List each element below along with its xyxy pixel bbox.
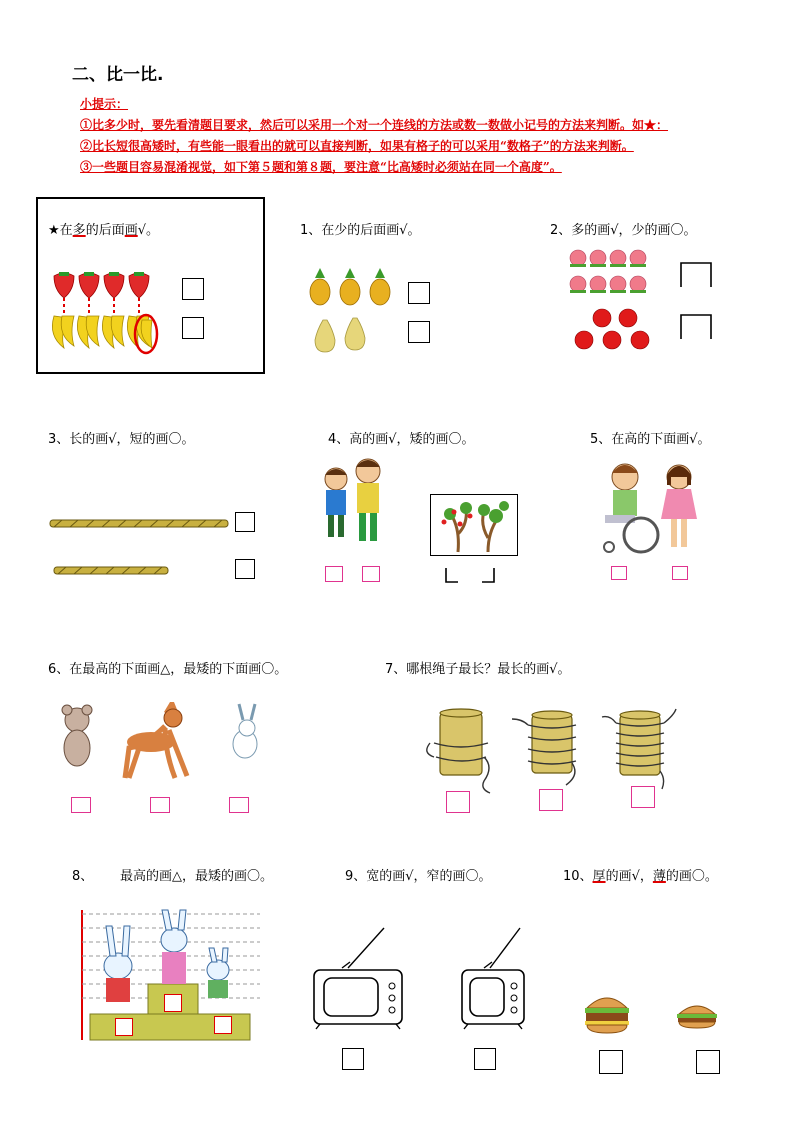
- q8-answer-box-3[interactable]: [214, 1016, 232, 1034]
- example-answer-box-1[interactable]: [182, 278, 204, 300]
- q7-rope-cans-illustration: [420, 705, 680, 795]
- q1-answer-box-1[interactable]: [408, 282, 430, 304]
- q6-answer-box-1[interactable]: [71, 797, 91, 813]
- q8-rabbits-podium-illustration: [80, 910, 262, 1040]
- q8-answer-box-1[interactable]: [115, 1018, 133, 1036]
- q6-bear-deer-rabbit-illustration: [55, 700, 275, 780]
- q2-answer-box-1[interactable]: [680, 262, 712, 288]
- q3-answer-box-1[interactable]: [235, 512, 255, 532]
- q5-answer-box-1[interactable]: [611, 566, 627, 580]
- q9-answer-box-2[interactable]: [474, 1048, 496, 1070]
- q10-answer-box-2[interactable]: [696, 1050, 720, 1074]
- hint-line-2: ②比长短很高矮时，有些能一眼看出的就可以直接判断，如果有格子的可以采用“数格子”的方法来判断。: [80, 139, 634, 153]
- question-6: 6、在最高的下面画△，最矮的下面画〇。: [48, 662, 288, 677]
- question-1: 1、在少的后面画√。: [300, 223, 421, 238]
- q9-tv-wide-illustration: [312, 926, 412, 1030]
- question-10: 10、厚的画√，薄的画〇。: [563, 869, 718, 884]
- question-9: 9、宽的画√，窄的画〇。: [345, 869, 492, 884]
- q3-ropes-illustration: [50, 515, 230, 577]
- q4-answer-box-2[interactable]: [362, 566, 380, 582]
- section-title: 二、比一比.: [72, 65, 164, 85]
- q7-answer-box-1[interactable]: [446, 791, 470, 813]
- example-answer-box-2[interactable]: [182, 317, 204, 339]
- q7-answer-box-2[interactable]: [539, 789, 563, 811]
- q1-pineapple-pear-illustration: [305, 268, 405, 358]
- q3-answer-box-2[interactable]: [235, 559, 255, 579]
- q2-answer-box-2[interactable]: [680, 314, 712, 340]
- q10-burgers-illustration: [583, 990, 733, 1040]
- q4-tree-illustration: [430, 494, 518, 556]
- q8-answer-box-2[interactable]: [164, 994, 182, 1012]
- q5-answer-box-2[interactable]: [672, 566, 688, 580]
- q1-answer-box-2[interactable]: [408, 321, 430, 343]
- hint-label: 小提示：: [80, 97, 129, 111]
- hint-line-3: ③一些题目容易混淆视觉，如下第５题和第８题，要注意“比高矮时必须站在同一个高度”。: [80, 160, 562, 174]
- question-7: 7、哪根绳子最长？最长的画√。: [385, 662, 571, 677]
- q9-tv-narrow-illustration: [460, 926, 530, 1030]
- example-strawberry-banana-illustration: [50, 270, 170, 360]
- question-8-number: 8、: [72, 869, 94, 884]
- q4-answer-bracket-boxes[interactable]: [444, 568, 498, 584]
- question-3: 3、长的画√，短的画〇。: [48, 432, 195, 447]
- q10-answer-box-1[interactable]: [599, 1050, 623, 1074]
- question-5: 5、在高的下面画√。: [590, 432, 711, 447]
- q6-answer-box-3[interactable]: [229, 797, 249, 813]
- q4-answer-box-1[interactable]: [325, 566, 343, 582]
- question-2: 2、多的画√，少的画〇。: [550, 223, 697, 238]
- hint-line-1: ①比多少时，要先看清题目要求，然后可以采用一个对一个连线的方法或数一数做小记号的方法来判断。如★：: [80, 118, 669, 132]
- q9-answer-box-1[interactable]: [342, 1048, 364, 1070]
- q5-wheelchair-children-illustration: [595, 455, 703, 563]
- q2-peach-apple-illustration: [568, 248, 658, 348]
- question-4: 4、高的画√，矮的画〇。: [328, 432, 475, 447]
- star-icon: ★: [48, 223, 60, 238]
- q7-answer-box-3[interactable]: [631, 786, 655, 808]
- question-8: 最高的画△，最矮的画〇。: [120, 869, 273, 884]
- example-instruction: ★在多的后面画√。: [48, 223, 160, 238]
- q4-two-boys-illustration: [318, 455, 390, 550]
- q6-answer-box-2[interactable]: [150, 797, 170, 813]
